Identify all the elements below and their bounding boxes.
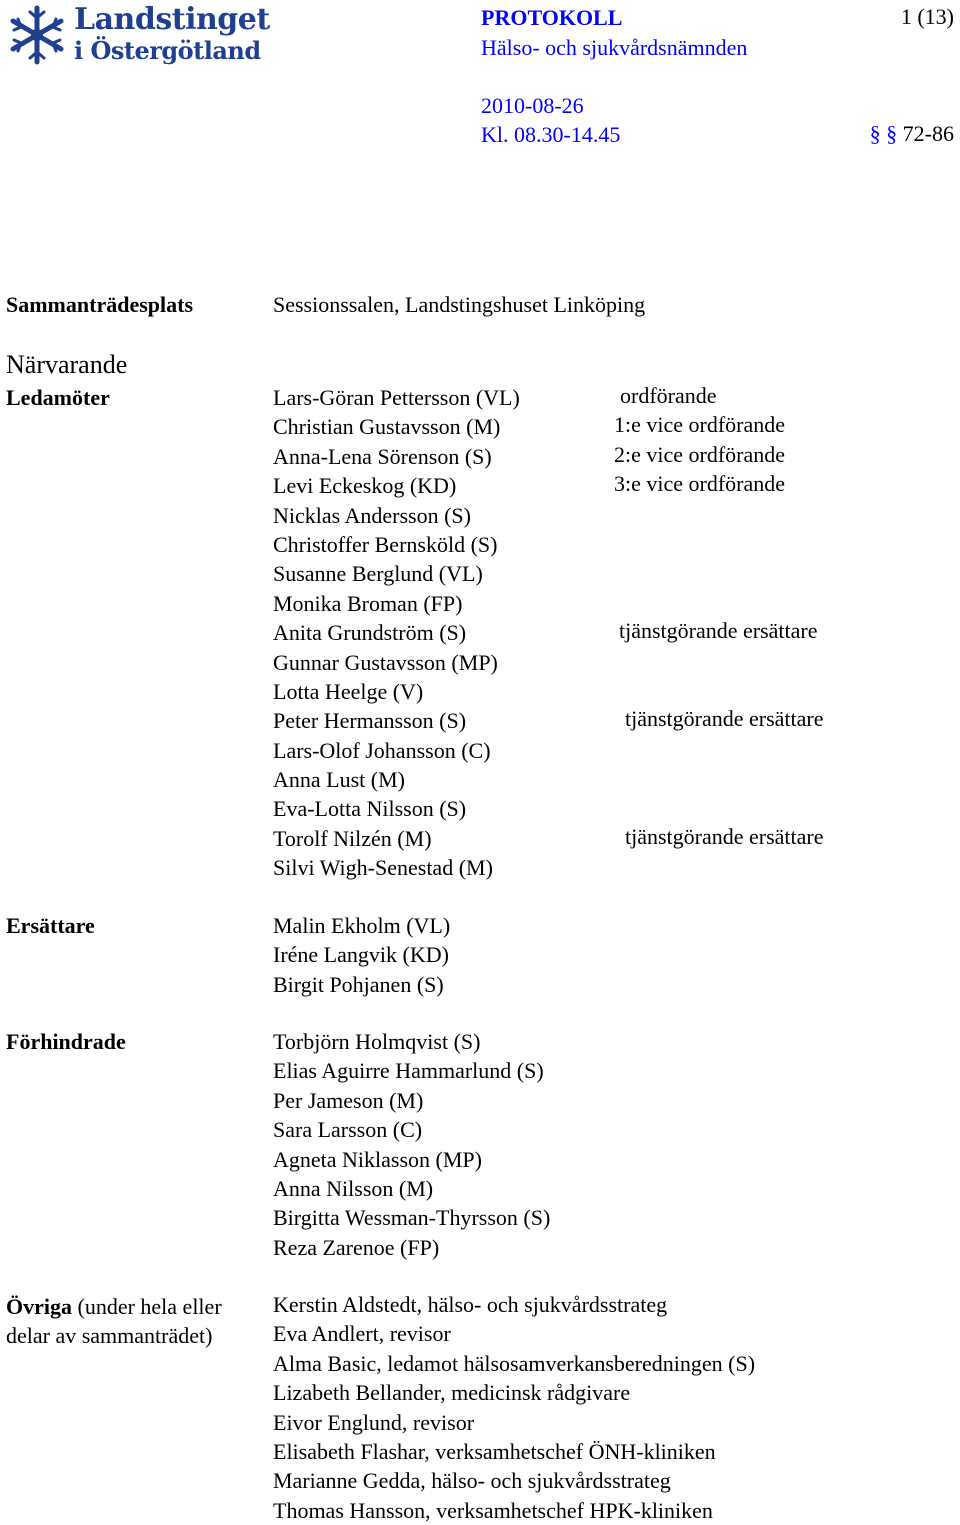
list-item: Thomas Hansson, verksamhetschef HPK-kliniken <box>273 1497 713 1523</box>
list-item: Elisabeth Flashar, verksamhetschef ÖNH-kliniken <box>273 1438 716 1464</box>
role-acting-substitute: tjänstgörande ersättare <box>619 618 818 643</box>
paragraph-range <box>870 121 954 147</box>
list-item: Anita Grundström (S) <box>273 620 467 646</box>
list-item: Kerstin Aldstedt, hälso- och sjukvårdsstrateg <box>273 1292 668 1317</box>
list-item: Susanne Berglund (VL) <box>273 561 483 587</box>
landstinget-logo <box>4 2 270 68</box>
role-second-vice-chair: 2:e vice ordförande <box>614 442 786 467</box>
list-item: Lizabeth Bellander, medicinsk rådgivare <box>273 1380 631 1406</box>
list-item: Christoffer Bernsköld (S) <box>273 531 498 557</box>
members-label: Ledamöter <box>6 385 110 410</box>
list-item: Eva Andlert, revisor <box>273 1321 451 1347</box>
paragraph-symbol: § § <box>869 121 898 146</box>
venue-label: Sammanträdesplats <box>6 292 194 317</box>
list-item: Anna-Lena Sörenson (S) <box>273 443 492 469</box>
list-item: Elias Aguirre Hammarlund (S) <box>273 1058 544 1084</box>
logo-line-2: i Östergötland <box>74 36 261 65</box>
list-item: Marianne Gedda, hälso- och sjukvårdsstrateg <box>273 1468 671 1494</box>
list-item: Anna Lust (M) <box>273 767 405 793</box>
list-item: Sara Larsson (C) <box>273 1117 423 1143</box>
logo-line-1: Landstinget <box>74 2 270 37</box>
paragraph-numbers: 72-86 <box>902 121 954 146</box>
list-item: Eivor Englund, revisor <box>273 1409 475 1435</box>
committee-name: Hälso- och sjukvårdsnämnden <box>481 35 748 60</box>
others-label-rest: (under hela eller <box>72 1294 222 1319</box>
list-item: Nicklas Andersson (S) <box>273 502 471 528</box>
role-acting-substitute: tjänstgörande ersättare <box>625 824 824 849</box>
list-item: Agneta Niklasson (MP) <box>273 1146 482 1172</box>
meeting-time: Kl. 08.30-14.45 <box>481 122 621 147</box>
role-third-vice-chair: 3:e vice ordförande <box>614 471 786 496</box>
list-item: Lotta Heelge (V) <box>273 678 424 704</box>
substitutes-list <box>273 911 450 999</box>
absent-list <box>273 1027 550 1262</box>
list-item: Iréne Langvik (KD) <box>273 942 449 968</box>
snowflake-emblem-icon <box>4 2 70 68</box>
others-label <box>6 1292 222 1351</box>
list-item: Birgitta Wessman-Thyrsson (S) <box>273 1205 551 1231</box>
others-label-line2: delar av sammanträdet) <box>6 1323 213 1349</box>
list-item: Torolf Nilzén (M) <box>273 825 432 851</box>
list-item: Lars-Olof Johansson (C) <box>273 737 491 763</box>
list-item: Birgit Pohjanen (S) <box>273 971 444 997</box>
list-item: Per Jameson (M) <box>273 1087 424 1113</box>
list-item: Silvi Wigh-Senestad (M) <box>273 855 493 881</box>
page-number: 1 (13) <box>900 4 954 29</box>
list-item: Alma Basic, ledamot hälsosamverkansberedningen (S) <box>273 1350 756 1376</box>
list-item: Torbjörn Holmqvist (S) <box>273 1029 481 1054</box>
list-item: Peter Hermansson (S) <box>273 708 467 734</box>
list-item: Malin Ekholm (VL) <box>273 913 451 938</box>
list-item: Christian Gustavsson (M) <box>273 414 501 440</box>
absent-label: Förhindrade <box>6 1029 126 1054</box>
list-item: Anna Nilsson (M) <box>273 1175 434 1201</box>
list-item: Lars-Göran Pettersson (VL) <box>273 385 520 410</box>
meeting-date: 2010-08-26 <box>481 93 584 118</box>
list-item: Levi Eckeskog (KD) <box>273 473 457 499</box>
document-type: PROTOKOLL <box>481 5 623 30</box>
list-item: Reza Zarenoe (FP) <box>273 1234 440 1260</box>
members-list <box>273 383 520 883</box>
role-acting-substitute: tjänstgörande ersättare <box>625 706 824 731</box>
list-item: Eva-Lotta Nilsson (S) <box>273 796 467 822</box>
venue-value: Sessionssalen, Landstingshuset Linköping <box>273 292 646 317</box>
present-heading: Närvarande <box>6 350 128 379</box>
others-label-bold: Övriga <box>6 1294 72 1319</box>
list-item: Gunnar Gustavsson (MP) <box>273 649 498 675</box>
role-chair: ordförande <box>620 383 717 408</box>
others-list <box>273 1290 755 1525</box>
role-first-vice-chair: 1:e vice ordförande <box>614 412 786 437</box>
list-item: Monika Broman (FP) <box>273 590 463 616</box>
substitutes-label: Ersättare <box>6 913 95 938</box>
